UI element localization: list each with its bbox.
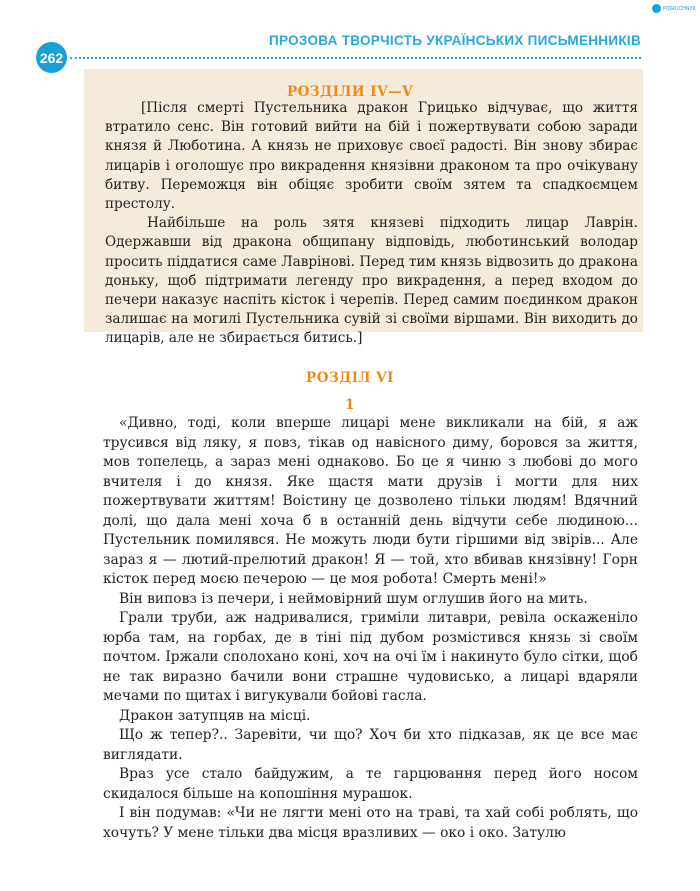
- text-paragraph: І він подумав: «Чи не лягти мені ото на траві, та хай собі роблять, що хочуть? У мене тільки два місця вразливих — око і око. Затулю: [103, 805, 638, 841]
- summary-paragraph: [Після смерті Пустельника дракон Грицько відчуває, що життя втратило сенс. Він готовий вийти на бій і пожертвувати собою заради князя й Люботина. А князь не приховує своєї радості. Він знову збирає лицарів і оголошує про викрадення князівни драконом та про очікувану битву. Переможця він обіцяє зробити своїм зятем та спадкоємцем престолу.: [105, 100, 638, 213]
- text-paragraph: Враз усе стало байдужим, а те гарцювання перед його носом скидалося більше на копошіння мурашок.: [103, 766, 638, 802]
- text-paragraph: Грали труби, аж надривалися, гриміли литаври, ревіла оскаженіло юрба там, на горбах, де в тіні під дубом розмістився князь зі своїм почтом. Іржали сполохано коні, хоч на очі їм і накинуто було сітки, щоб не так виразно бачили вони страшне чудовисько, а лицарі вдаряли мечами по щитах і вигукували бойові гасла.: [103, 610, 638, 704]
- summary-heading: РОЗДІЛИ IV—V: [286, 84, 414, 100]
- running-header: ПРОЗОВА ТВОРЧІСТЬ УКРАЇНСЬКИХ ПИСЬМЕННИКІВ: [268, 33, 641, 48]
- summary-paragraph: Найбільше на роль зятя князеві підходить лицар Лаврін. Одержавши від дракона общипану відповідь, люботинський володар просить піддатися саме Лаврінові. Перед тим князь відвозить до дракона доньку, щоб підтримати легенду про викрадення, а перед входом до печери наказує наспіть кісток і черепів. Перед самим поєдинком дракон залишає на могилі Пустельника сувій зі своїми віршами. Він виходить до лицарів, але не збирається битись.]: [105, 215, 638, 347]
- text-paragraph: Дракон затупцяв на місці.: [119, 707, 311, 724]
- logo-icon: [652, 4, 661, 13]
- text-paragraph: Що ж тепер?.. Заревіти, чи що? Хоч би хто підказав, як це все має виглядати.: [103, 727, 638, 763]
- header-divider: [70, 57, 641, 59]
- chapter-text: [103, 414, 638, 843]
- chapter-heading: РОЗДІЛ VI: [306, 370, 394, 386]
- logo-text: PIDRUCHNYK: [662, 5, 696, 12]
- text-paragraph: Він виповз із печери, і неймовірний шум оглушив його на мить.: [119, 590, 588, 607]
- chapter-subheading: 1: [345, 397, 355, 413]
- text-paragraph: «Дивно, тоді, коли вперше лицарі мене викликали на бій, я аж трусився від ляку, я повз, тікав од навісного диму, боровся за життя, мов топелець, а зараз мені однаково. Бо це я чиню з любові до мого вчителя і до князя. Яке щастя мати друзів і могти для них пожертвувати життям! Воістину це дозволено тільки людям! Вдячний долі, що дала мені хоча б в останній день відчути себе людиною... Пустельник помилявся. Не можуть люди бути гіршими від звірів... Але зараз я — лютий-прелютий дракон! Я — той, хто вбивав князівну! Горн кісток перед моєю печерою — це моя робота! Смерть мені!»: [103, 415, 638, 587]
- page-number: 262: [36, 42, 67, 73]
- summary-text: [105, 99, 638, 349]
- publisher-logo: [652, 4, 696, 13]
